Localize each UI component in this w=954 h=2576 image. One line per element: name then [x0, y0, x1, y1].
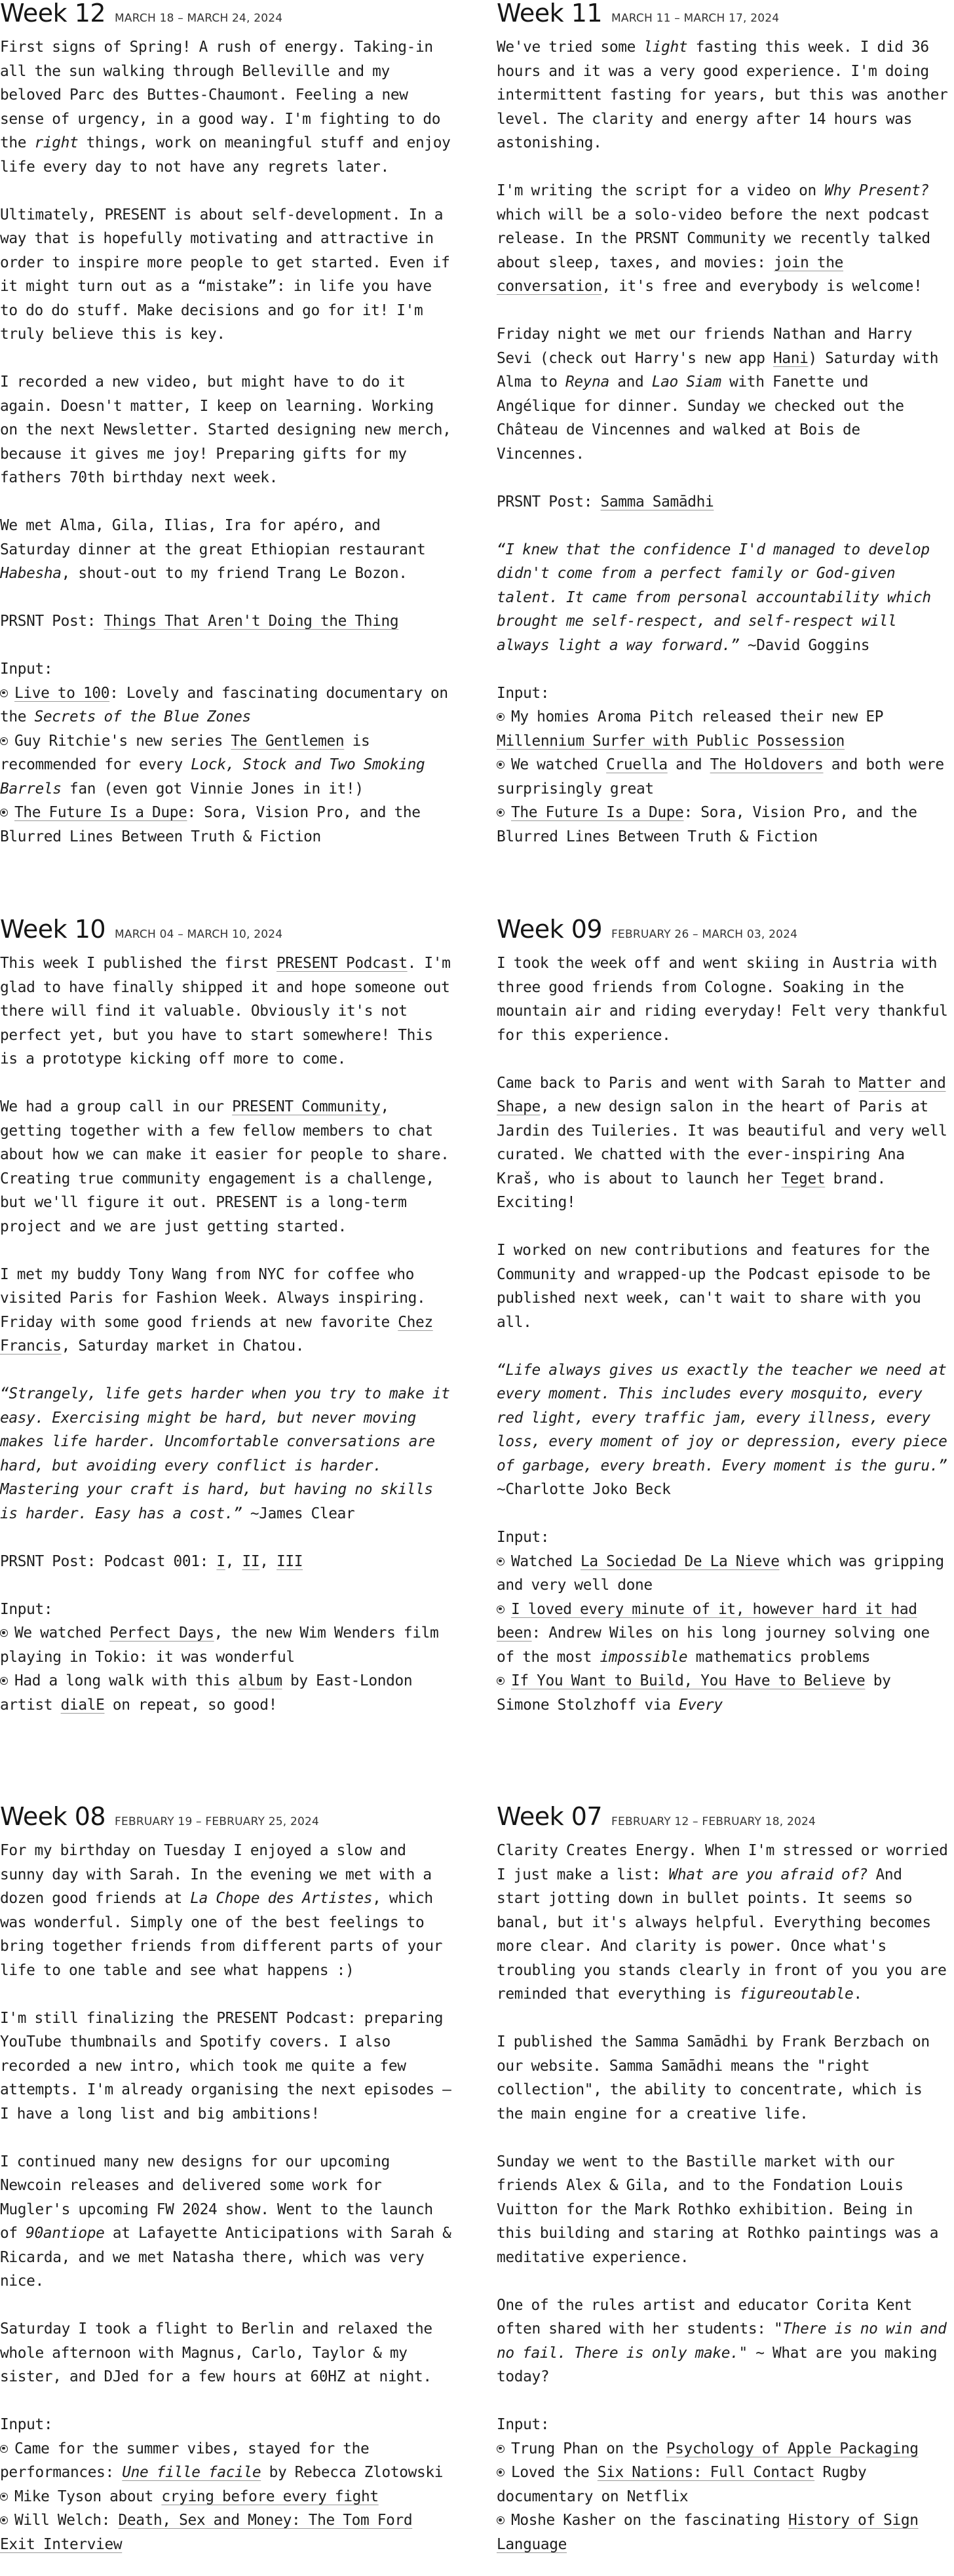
- input-link[interactable]: Cruella: [606, 756, 668, 773]
- paragraph: I'm still finalizing the PRESENT Podcast: preparing YouTube thumbnails and Spotify covers. I also recorded a new intro, which took me quite a few attempts. I'm already organising the next episodes — I have a long list and big ambitions!: [0, 2009, 451, 2123]
- inline-link[interactable]: PRESENT Podcast: [277, 955, 408, 972]
- bullet-icon: [0, 737, 8, 745]
- paragraph: I published the Samma Samādhi by Frank Berzbach on our website. Samma Samādhi means the "right collection", the ability to concentrate, which is the main engine for a creative life.: [497, 2033, 930, 2123]
- input-link[interactable]: dialE: [60, 1696, 105, 1714]
- paragraph: Friday night we met our friends Nathan and Harry Sevi (check out Harry's new app Hani) Saturday with Alma to Reyna and Lao Siam with Fanette und Angélique for dinner. Sunday we checked out the Château de Vincennes and walked at Bois de Vincennes.: [497, 326, 939, 463]
- bullet-icon: [0, 1677, 8, 1685]
- week-07-entry: [497, 1803, 949, 2556]
- input-item: If You Want to Build, You Have to Believe by Simone Stolzhoff via Every: [497, 1672, 891, 1714]
- bullet-icon: [0, 2445, 8, 2453]
- week-dates: MARCH 04 – MARCH 10, 2024: [115, 928, 283, 941]
- quote-author: ~James Clear: [242, 1505, 355, 1522]
- bullet-icon: [0, 1629, 8, 1637]
- input-link[interactable]: Perfect Days: [109, 1624, 214, 1642]
- paragraph: Came back to Paris and went with Sarah to Matter and Shape, a new design salon in the heart of Paris at Jardin des Tuileries. It was beautiful and very well curated. We chatted with the ever-inspiring Ana Kraš, who is about to launch her Teget brand. Exciting!: [497, 1074, 947, 1211]
- input-item: Mike Tyson about crying before every fight: [0, 2485, 452, 2509]
- podcast-part-link[interactable]: II: [242, 1552, 260, 1570]
- bullet-icon: [497, 713, 505, 721]
- input-list: [497, 1550, 949, 1718]
- input-link[interactable]: La Sociedad De La Nieve: [581, 1552, 780, 1570]
- input-link[interactable]: Millennium Surfer with Public Possession: [497, 732, 845, 750]
- input-item: Had a long walk with this album by East-London artist dialE on repeat, so good!: [0, 1672, 413, 1714]
- input-link[interactable]: I loved every minute of it, however hard it had been: [497, 1600, 917, 1642]
- paragraph: I took the week off and went skiing in Austria with three good friends from Cologne. Soaking in the mountain air and riding everyday! Felt very thankful for this experience.: [497, 955, 948, 1044]
- paragraph: I recorded a new video, but might have to do it again. Doesn't matter, I keep on learning. Working on the next Newsletter. Started designing new merch, because it gives me joy! Preparing gifts for my fathers 70th birthday next week.: [0, 374, 451, 486]
- input-item: We watched Cruella and The Holdovers and both were surprisingly great: [497, 756, 944, 798]
- input-link[interactable]: The Gentlemen: [231, 732, 345, 750]
- input-link[interactable]: album: [238, 1672, 282, 1689]
- paragraph: I continued many new designs for our upcoming Newcoin releases and delivered some work for Mugler's upcoming FW 2024 show. Went to the launch of 90antiope at Lafayette Anticipations with Sarah & Ricarda, and we met Natasha there, which was very nice.: [0, 2153, 451, 2290]
- paragraph: Clarity Creates Energy. When I'm stressed or worried I just make a list: What are you afraid of? And start jotting down in bullet points. It seems so banal, but it's always helpful. Everything becomes more clear. And clarity is power. Once what's troubling you stands clearly in front of you you are reminded that everything is figureoutable.: [497, 1842, 948, 2003]
- bullet-icon: [497, 2516, 505, 2524]
- inline-link[interactable]: Chez Francis: [0, 1313, 433, 1355]
- bullet-icon: [497, 2469, 505, 2476]
- prsnt-post-line: PRSNT Post: Things That Aren't Doing the Thing: [0, 613, 399, 630]
- inputs-label: Input:: [497, 2416, 550, 2433]
- input-item: The Future Is a Dupe: Sora, Vision Pro, and the Blurred Lines Between Truth & Fiction: [497, 804, 917, 845]
- week-title: Week 10: [0, 915, 106, 944]
- week-09-entry: [497, 916, 949, 1717]
- quote-author: ~Charlotte Joko Beck: [497, 1481, 671, 1498]
- input-link[interactable]: The Holdovers: [710, 756, 824, 773]
- quote: “Strangely, life gets harder when you try to make it easy. Exercising might be hard, but never moving makes life harder. Uncomfortable conversations are hard, but avoiding every conflict is harder. Mastering your craft is hard, but having no skills is harder. Easy has a cost.” ~James Clear: [0, 1385, 450, 1522]
- inputs-label: Input:: [0, 1600, 53, 1618]
- prsnt-post-line: PRSNT Post: Samma Samādhi: [497, 493, 714, 510]
- paragraph: First signs of Spring! A rush of energy. Taking-in all the sun walking through Belleville and my beloved Parc des Buttes-Chaumont. Feeling a new sense of urgency, in a good way. I'm fighting to do the right things, work on meaningful stuff and enjoy life every day to not have any regrets later.: [0, 39, 451, 176]
- podcast-part-link[interactable]: III: [277, 1552, 303, 1570]
- input-link[interactable]: Psychology of Apple Packaging: [666, 2440, 919, 2457]
- week-header: [0, 915, 452, 952]
- bullet-icon: [497, 1558, 505, 1566]
- inputs-label: Input:: [0, 661, 53, 678]
- week-dates: FEBRUARY 19 – FEBRUARY 25, 2024: [115, 1815, 320, 1828]
- bullet-icon: [0, 2516, 8, 2524]
- quote: “Life always gives us exactly the teacher we need at every moment. This includes every mosquito, every red light, every traffic jam, every illness, every loss, every moment of joy or depression, every piece of garbage, every breath. Every moment is the guru.” ~Charlotte Joko Beck: [497, 1361, 947, 1498]
- inline-link[interactable]: PRESENT Community: [232, 1098, 381, 1115]
- week-10-entry: [0, 916, 452, 1717]
- paragraph: I worked on new contributions and features for the Community and wrapped-up the Podcast episode to be published next week, can't wait to share with you all.: [497, 1242, 930, 1331]
- paragraph: Ultimately, PRESENT is about self-development. In a way that is hopefully motivating and attractive in order to inspire more people to get started. Even if it might turn out as a “mistake”: in life you have to do do stuff. Make decisions and go for it! I'm truly believe this is key.: [0, 206, 450, 343]
- input-item: Moshe Kasher on the fascinating History of Sign Language: [497, 2512, 919, 2553]
- week-12-entry: [0, 0, 452, 849]
- week-dates: FEBRUARY 26 – MARCH 03, 2024: [611, 928, 798, 941]
- input-link[interactable]: Death, Sex and Money: The Tom Ford Exit Interview: [0, 2512, 413, 2553]
- quote-author: ~David Goggins: [739, 636, 870, 654]
- paragraph: Saturday I took a flight to Berlin and relaxed the whole afternoon with Magnus, Carlo, Taylor & my sister, and DJed for a few hours at 60HZ at night.: [0, 2320, 432, 2385]
- prsnt-post-line: PRSNT Post: Podcast 001: I, II, III: [0, 1552, 303, 1570]
- week-title: Week 07: [497, 1802, 603, 1831]
- input-list: [0, 1621, 452, 1717]
- week-dates: MARCH 18 – MARCH 24, 2024: [115, 12, 283, 25]
- inputs-label: Input:: [497, 1529, 550, 1546]
- bullet-icon: [497, 1605, 505, 1613]
- paragraph: I'm writing the script for a video on Why Present? which will be a solo-video before the next podcast release. In the PRSNT Community we recently talked about sleep, taxes, and movies: join the conversation, it's free and everybody is welcome!: [497, 182, 930, 295]
- inline-link[interactable]: Matter and Shape: [497, 1074, 946, 1115]
- paragraph: Sunday we went to the Bastille market with our friends Alex & Gila, and to the Fondation Louis Vuitton for the Mark Rothko exhibition. Being in this building and staring at Rothko paintings was a meditative experience.: [497, 2153, 939, 2266]
- input-item: Live to 100: Lovely and fascinating documentary on the Secrets of the Blue Zones: [0, 684, 448, 725]
- week-header: [497, 915, 949, 952]
- input-list: [0, 2437, 452, 2557]
- paragraph: For my birthday on Tuesday I enjoyed a slow and sunny day with Sarah. In the evening we met with a dozen good friends at La Chope des Artistes, which was wonderful. Simply one of the best feelings to bring together friends from different parts of your life to one table and see what happens :): [0, 1842, 443, 1979]
- week-08-entry: [0, 1803, 452, 2556]
- week-header: [0, 1802, 452, 1839]
- input-item: I loved every minute of it, however hard it had been: Andrew Wiles on his long journey solving one of the most impossible mathematics problems: [497, 1600, 930, 1666]
- bullet-icon: [0, 2493, 8, 2501]
- input-item: Came for the summer vibes, stayed for the performances: Une fille facile by Rebecca Zlotowski: [0, 2440, 444, 2481]
- input-link[interactable]: crying before every fight: [161, 2488, 379, 2505]
- input-link[interactable]: History of Sign Language: [497, 2512, 919, 2553]
- bullet-icon: [0, 689, 8, 697]
- bullet-icon: [0, 809, 8, 817]
- week-title: Week 12: [0, 0, 106, 28]
- input-item: Guy Ritchie's new series The Gentlemen is recommended for every Lock, Stock and Two Smoking Barrels fan (even got Vinnie Jones in it!): [0, 732, 425, 798]
- prsnt-post-link[interactable]: Things That Aren't Doing the Thing: [104, 613, 399, 630]
- input-link[interactable]: If You Want to Build, You Have to Believe: [511, 1672, 866, 1689]
- input-link[interactable]: The Future Is a Dupe: [14, 804, 187, 821]
- input-item: Will Welch: Death, Sex and Money: The Tom Ford Exit Interview: [0, 2512, 413, 2553]
- week-title: Week 08: [0, 1802, 106, 1831]
- community-link[interactable]: join the conversation: [497, 254, 843, 295]
- paragraph: One of the rules artist and educator Corita Kent often shared with her students: "There is no win and no fail. There is only make." ~ What are you making today?: [497, 2296, 947, 2385]
- podcast-part-link[interactable]: I: [216, 1552, 225, 1570]
- week-title: Week 09: [497, 915, 603, 944]
- paragraph: We had a group call in our PRESENT Community, getting together with a few fellow members to chat about how we can make it easier for people to share. Creating true community engagement is a challenge, but we'll figure it out. PRESENT is a long-term project and we are just getting started.: [0, 1098, 449, 1235]
- input-link[interactable]: Une fille facile: [122, 2464, 261, 2481]
- bullet-icon: [497, 809, 505, 817]
- input-link[interactable]: The Future Is a Dupe: [511, 804, 684, 821]
- input-item: My homies Aroma Pitch released their new EP Millennium Surfer with Public Possession: [497, 708, 884, 750]
- input-item: Loved the Six Nations: Full Contact Rugby documentary on Netflix: [497, 2464, 867, 2505]
- quote: “I knew that the confidence I'd managed to develop didn't come from a perfect family or God-given talent. It came from personal accountability which brought me self-respect, and self-respect will always light a way forward.” ~David Goggins: [497, 541, 931, 654]
- input-list: [497, 705, 949, 849]
- inputs-label: Input:: [0, 2416, 53, 2433]
- week-header: [0, 0, 452, 35]
- week-dates: FEBRUARY 12 – FEBRUARY 18, 2024: [611, 1815, 816, 1828]
- paragraph: We met Alma, Gila, Ilias, Ira for apéro, and Saturday dinner at the great Ethiopian restaurant Habesha, shout-out to my friend Trang Le Bozon.: [0, 517, 426, 582]
- input-item: Watched La Sociedad De La Nieve which was gripping and very well done: [497, 1552, 944, 1594]
- paragraph: I met my buddy Tony Wang from NYC for coffee who visited Paris for Fashion Week. Always inspiring. Friday with some good friends at new favorite Chez Francis, Saturday market in Chatou.: [0, 1265, 433, 1355]
- input-item: The Future Is a Dupe: Sora, Vision Pro, and the Blurred Lines Between Truth & Fiction: [0, 804, 421, 845]
- bullet-icon: [497, 2445, 505, 2453]
- week-dates: MARCH 11 – MARCH 17, 2024: [611, 12, 780, 25]
- paragraph: This week I published the first PRESENT Podcast. I'm glad to have finally shipped it and hope someone out there will find it valuable. Obviously it's not perfect yet, but you have to start somewhere! This is a prototype kicking off more to come.: [0, 955, 451, 1067]
- inline-link[interactable]: Hani: [773, 349, 809, 367]
- paragraph: We've tried some light fasting this week. I did 36 hours and it was a very good experience. I'm doing intermittent fasting for years, but this was another level. The clarity and energy after 14 hours was astonishing.: [497, 39, 948, 151]
- input-link[interactable]: Live to 100: [14, 684, 110, 702]
- week-header: [497, 1802, 949, 1839]
- bullet-icon: [497, 761, 505, 769]
- input-item: Trung Phan on the Psychology of Apple Packaging: [497, 2437, 949, 2461]
- input-list: [0, 682, 452, 849]
- bullet-icon: [497, 1677, 505, 1685]
- week-header: [497, 0, 949, 35]
- inputs-label: Input:: [497, 684, 550, 702]
- week-11-entry: [497, 0, 949, 849]
- input-list: [497, 2437, 949, 2557]
- prsnt-post-link[interactable]: Samma Samādhi: [600, 493, 714, 510]
- input-link[interactable]: Six Nations: Full Contact: [597, 2464, 815, 2481]
- input-item: We watched Perfect Days, the new Wim Wenders film playing in Tokio: it was wonderful: [0, 1624, 439, 1666]
- week-title: Week 11: [497, 0, 603, 28]
- inline-link[interactable]: Teget: [781, 1170, 826, 1187]
